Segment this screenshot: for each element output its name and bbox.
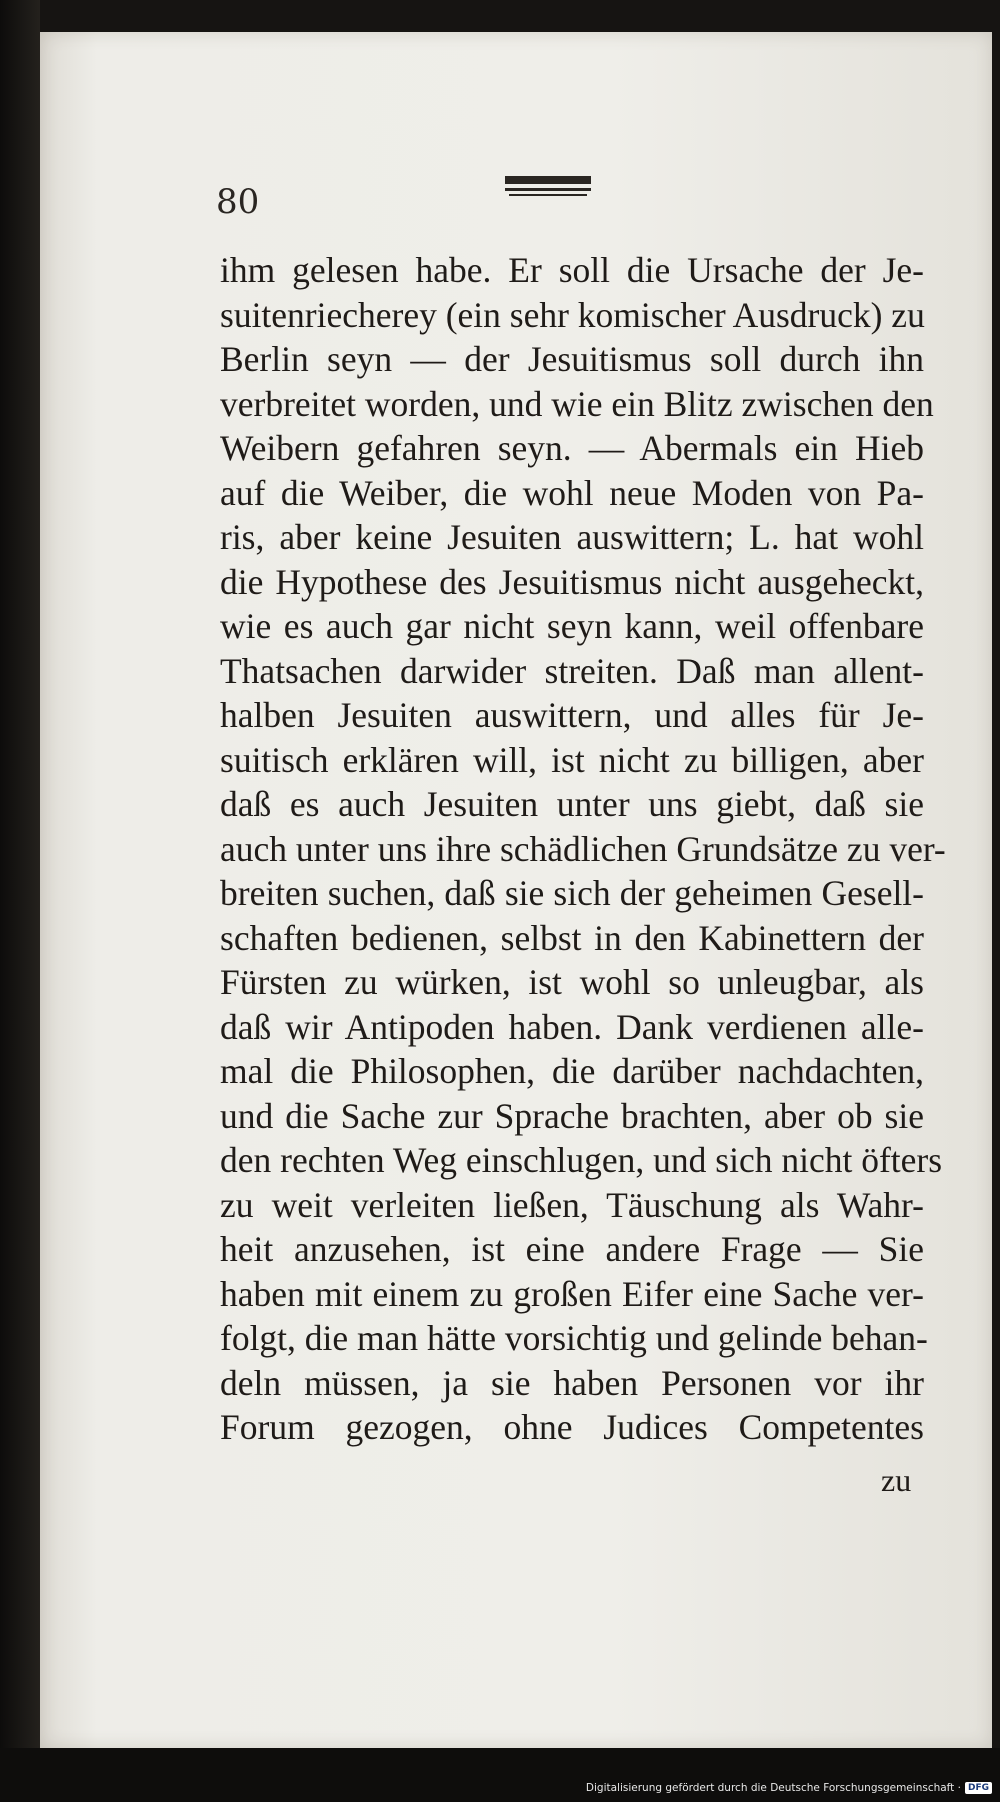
text-line: mal die Philosophen, die darüber nachdachten, bbox=[220, 1051, 924, 1091]
text-line: suitenriecherey (ein sehr komischer Ausdruck) zu bbox=[220, 294, 925, 335]
text-line: breiten suchen, daß sie sich der geheimen Gesell- bbox=[220, 873, 924, 913]
text-line: halben Jesuiten auswittern, und alles für Je- bbox=[220, 695, 924, 735]
scan-left-edge bbox=[0, 0, 40, 1802]
text-line: auf die Weiber, die wohl neue Moden von Pa- bbox=[220, 472, 924, 513]
text-line: Weibern gefahren seyn. — Abermals ein Hieb bbox=[220, 428, 924, 468]
text-line: zu weit verleiten ließen, Täuschung als Wahr- bbox=[220, 1184, 924, 1225]
text-line: suitisch erklären will, ist nicht zu billigen, aber bbox=[220, 739, 924, 780]
text-line: den rechten Weg einschlugen, und sich nicht öfters bbox=[220, 1140, 943, 1180]
text-line: schaften bedienen, selbst in den Kabinettern der bbox=[220, 917, 924, 958]
text-line: Thatsachen darwider streiten. Daß man allent- bbox=[220, 650, 924, 691]
header-ornament-rule bbox=[503, 172, 593, 200]
dfg-logo-icon: DFG bbox=[965, 1782, 992, 1794]
text-line: ihm gelesen habe. Er soll die Ursache der Je- bbox=[220, 250, 924, 290]
text-line: folgt, die man hätte vorsichtig und gelinde behan- bbox=[220, 1318, 928, 1358]
text-line: Forum gezogen, ohne Judices Competentes bbox=[220, 1407, 924, 1447]
text-line: heit anzusehen, ist eine andere Frage — Sie bbox=[220, 1229, 924, 1269]
text-line: deln müssen, ja sie haben Personen vor ihr bbox=[220, 1362, 924, 1403]
text-line: haben mit einem zu großen Eifer eine Sache ver- bbox=[220, 1273, 924, 1314]
text-line: daß es auch Jesuiten unter uns giebt, daß sie bbox=[220, 784, 924, 824]
page-number: 80 bbox=[216, 182, 260, 222]
text-line: und die Sache zur Sprache brachten, aber ob sie bbox=[220, 1095, 924, 1136]
text-line: wie es auch gar nicht seyn kann, weil offenbare bbox=[220, 606, 924, 646]
body-text bbox=[220, 248, 946, 1450]
digitization-credit bbox=[586, 1782, 992, 1794]
text-line: Fürsten zu würken, ist wohl so unleugbar, als bbox=[220, 962, 924, 1002]
text-line: verbreitet worden, und wie ein Blitz zwischen den bbox=[220, 383, 934, 424]
text-line: daß wir Antipoden haben. Dank verdienen alle- bbox=[220, 1006, 924, 1047]
text-line: die Hypothese des Jesuitismus nicht ausgeheckt, bbox=[220, 561, 924, 602]
text-line: ris, aber keine Jesuiten auswittern; L. hat wohl bbox=[220, 517, 924, 557]
text-line: auch unter uns ihre schädlichen Grundsätze zu ver- bbox=[220, 828, 946, 869]
catchword: zu bbox=[881, 1462, 912, 1498]
credit-text: Digitalisierung gefördert durch die Deutsche Forschungsgemeinschaft · bbox=[585, 1782, 961, 1794]
text-line: Berlin seyn — der Jesuitismus soll durch ihn bbox=[220, 339, 924, 379]
